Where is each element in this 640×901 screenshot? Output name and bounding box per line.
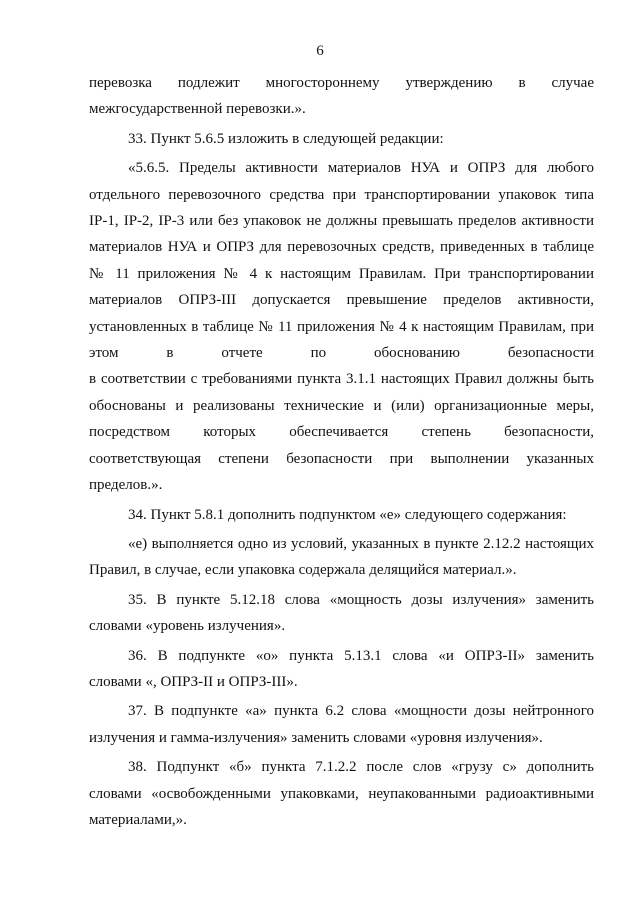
paragraph [89,698,594,751]
paragraph-line: «е) выполняется одно из условий, указанных в пункте 2.12.2 настоящих [128,535,594,552]
paragraph [89,754,594,833]
paragraph-line: материалов ОПРЗ-III допускается превышение пределов активности, [89,292,594,309]
paragraph-line: установленных в таблице № 11 приложения № 4 к настоящим Правилам, при [89,318,594,335]
paragraph-line: соответствующая степени безопасности при выполнении указанных [89,450,594,467]
paragraph-line: материалами,». [89,811,187,828]
paragraph-line: пределов.». [89,477,163,494]
paragraph-line: словами «, ОПРЗ-II и ОПРЗ-III». [89,673,298,690]
paragraph-line: 35. В пункте 5.12.18 слова «мощность дозы излучения» заменить [128,591,594,608]
paragraph-line: 36. В подпункте «о» пункта 5.13.1 слова «и ОПРЗ-II» заменить [128,647,594,664]
paragraph-line: 38. Подпункт «б» пункта 7.1.2.2 после слов «грузу с» дополнить [128,759,594,776]
paragraph-line: 34. Пункт 5.8.1 дополнить подпунктом «е» следующего содержания: [128,506,567,523]
paragraph [89,587,594,640]
paragraph-line: Правил, в случае, если упаковка содержала делящийся материал.». [89,562,517,579]
paragraph [89,531,594,584]
page-number: 6 [316,43,324,59]
paragraph [89,155,594,498]
paragraph [89,70,594,123]
paragraph-line: излучения и гамма-излучения» заменить словами «уровня излучения». [89,729,543,746]
paragraph-line: обоснованы и реализованы технические и (или) организационные меры, [89,397,594,414]
paragraph-line: 37. В подпункте «а» пункта 6.2 слова «мощности дозы нейтронного [128,703,594,720]
paragraph-line: в соответствии с требованиями пункта 3.1.1 настоящих Правил должны быть [89,371,594,388]
paragraph-line: № 11 приложения № 4 к настоящим Правилам. При транспортировании [89,265,594,282]
paragraph-line: отдельного перевозочного средства при транспортировании упаковок типа [89,186,594,203]
paragraph-line: словами «уровень излучения». [89,618,286,635]
paragraph [89,643,594,696]
paragraph-line: этом в отчете по обоснованию безопасности [89,345,594,362]
paragraph-line: 33. Пункт 5.6.5 изложить в следующей редакции: [128,130,444,147]
paragraph-line: посредством которых обеспечивается степень безопасности, [89,424,594,441]
paragraph-line: «5.6.5. Пределы активности материалов НУА и ОПРЗ для любого [128,160,594,177]
paragraph-line: IP-1, IP-2, IP-3 или без упаковок не должны превышать пределов активности [89,213,594,230]
paragraph-line: материалов НУА и ОПРЗ для перевозочных средств, приведенных в таблице [89,239,594,256]
paragraph-line: межгосударственной перевозки.». [89,101,306,118]
paragraph [89,502,594,528]
paragraph-line: словами «освобожденными упаковками, неупакованными радиоактивными [89,785,594,802]
paragraph [89,126,594,152]
document-body [89,70,594,833]
paragraph-line: перевозка подлежит многостороннему утверждению в случае [89,75,594,91]
